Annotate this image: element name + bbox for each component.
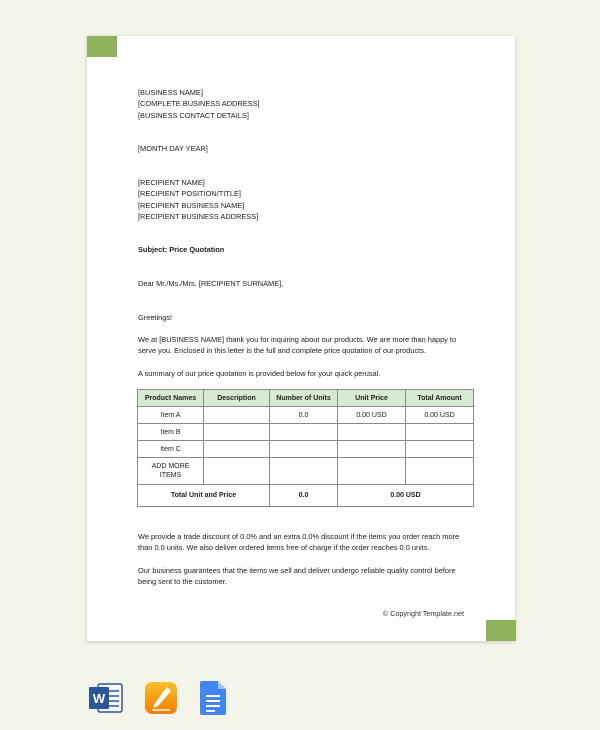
cell-total: 0.00 USD (406, 407, 474, 424)
cell-units (270, 458, 338, 485)
document-page (87, 36, 515, 641)
recipient-business: [RECIPIENT BUSINESS NAME] (138, 200, 245, 210)
cell-units: 0.0 (270, 407, 338, 424)
corner-accent-bottom-right (486, 620, 516, 641)
table-row (138, 458, 474, 485)
table-row (138, 407, 474, 424)
cell-total (406, 441, 474, 458)
cell-description (204, 407, 270, 424)
word-icon[interactable] (88, 680, 124, 721)
cell-unit-price: 0.00 USD (338, 407, 406, 424)
cell-description (204, 458, 270, 485)
summary-intro: A summary of our price quotation is provided below for your quick perusal. (138, 369, 381, 378)
subject-line: Subject: Price Quotation (138, 245, 225, 254)
cell-total (406, 458, 474, 485)
table-total-row (138, 485, 474, 507)
quality-paragraph: Our business guarantees that the items we sell and deliver undergo reliable quality control before being sent to the customer. (138, 566, 456, 587)
business-contact: [BUSINESS CONTACT DETAILS] (138, 110, 249, 120)
price-quotation-table (137, 389, 474, 507)
cell-product: ADD MORE ITEMS (138, 458, 204, 485)
header-total-amount: Total Amount (406, 390, 474, 407)
sender-block (138, 87, 260, 121)
table-header-row (138, 390, 474, 407)
word-icon-letter: W (92, 691, 106, 706)
pages-icon[interactable] (143, 680, 179, 721)
business-name: [BUSINESS NAME] (138, 88, 203, 97)
total-units: 0.0 (270, 485, 338, 507)
header-product-names: Product Names (138, 390, 204, 407)
total-amount: 0.00 USD (338, 485, 474, 507)
table-row (138, 441, 474, 458)
greeting: Greetings! (138, 313, 173, 322)
date: [MONTH DAY YEAR] (138, 144, 208, 153)
cell-unit-price (338, 424, 406, 441)
table-row (138, 424, 474, 441)
cell-unit-price (338, 458, 406, 485)
app-icons (88, 680, 248, 718)
business-address: [COMPLETE BUSINESS ADDRESS] (138, 99, 260, 109)
cell-product: Item A (138, 407, 204, 424)
salutation: Dear Mr./Ms./Mrs. [RECIPIENT SURNAME], (138, 279, 284, 288)
cell-units (270, 441, 338, 458)
intro-paragraph: We at [BUSINESS NAME] thank you for inquiring about our products. We are more than happy to serve you. Enclosed in this letter is the full and complete price quotation of our products. (138, 335, 457, 356)
cell-product: Item C (138, 441, 204, 458)
total-label: Total Unit and Price (138, 485, 270, 507)
copyright-text: © Copyright Template.net (382, 609, 464, 618)
discount-paragraph: We provide a trade discount of 0.0% and an extra 0.0% discount if the items you order reach more than 0.0 units. We also deliver ordered items free of charge if the order reaches 0.0 units. (138, 532, 460, 553)
header-description: Description (204, 390, 270, 407)
cell-units (270, 424, 338, 441)
corner-accent-top-left (87, 36, 117, 57)
cell-description (204, 441, 270, 458)
recipient-position: [RECIPIENT POSITION/TITLE] (138, 189, 241, 199)
header-number-of-units: Number of Units (270, 390, 338, 407)
recipient-name: [RECIPIENT NAME] (138, 178, 205, 187)
cell-description (204, 424, 270, 441)
header-unit-price: Unit Price (338, 390, 406, 407)
cell-product: Item B (138, 424, 204, 441)
cell-unit-price (338, 441, 406, 458)
recipient-address: [RECIPIENT BUSINESS ADDRESS] (138, 211, 259, 221)
recipient-block (138, 177, 258, 222)
cell-total (406, 424, 474, 441)
google-docs-icon[interactable] (198, 680, 230, 721)
